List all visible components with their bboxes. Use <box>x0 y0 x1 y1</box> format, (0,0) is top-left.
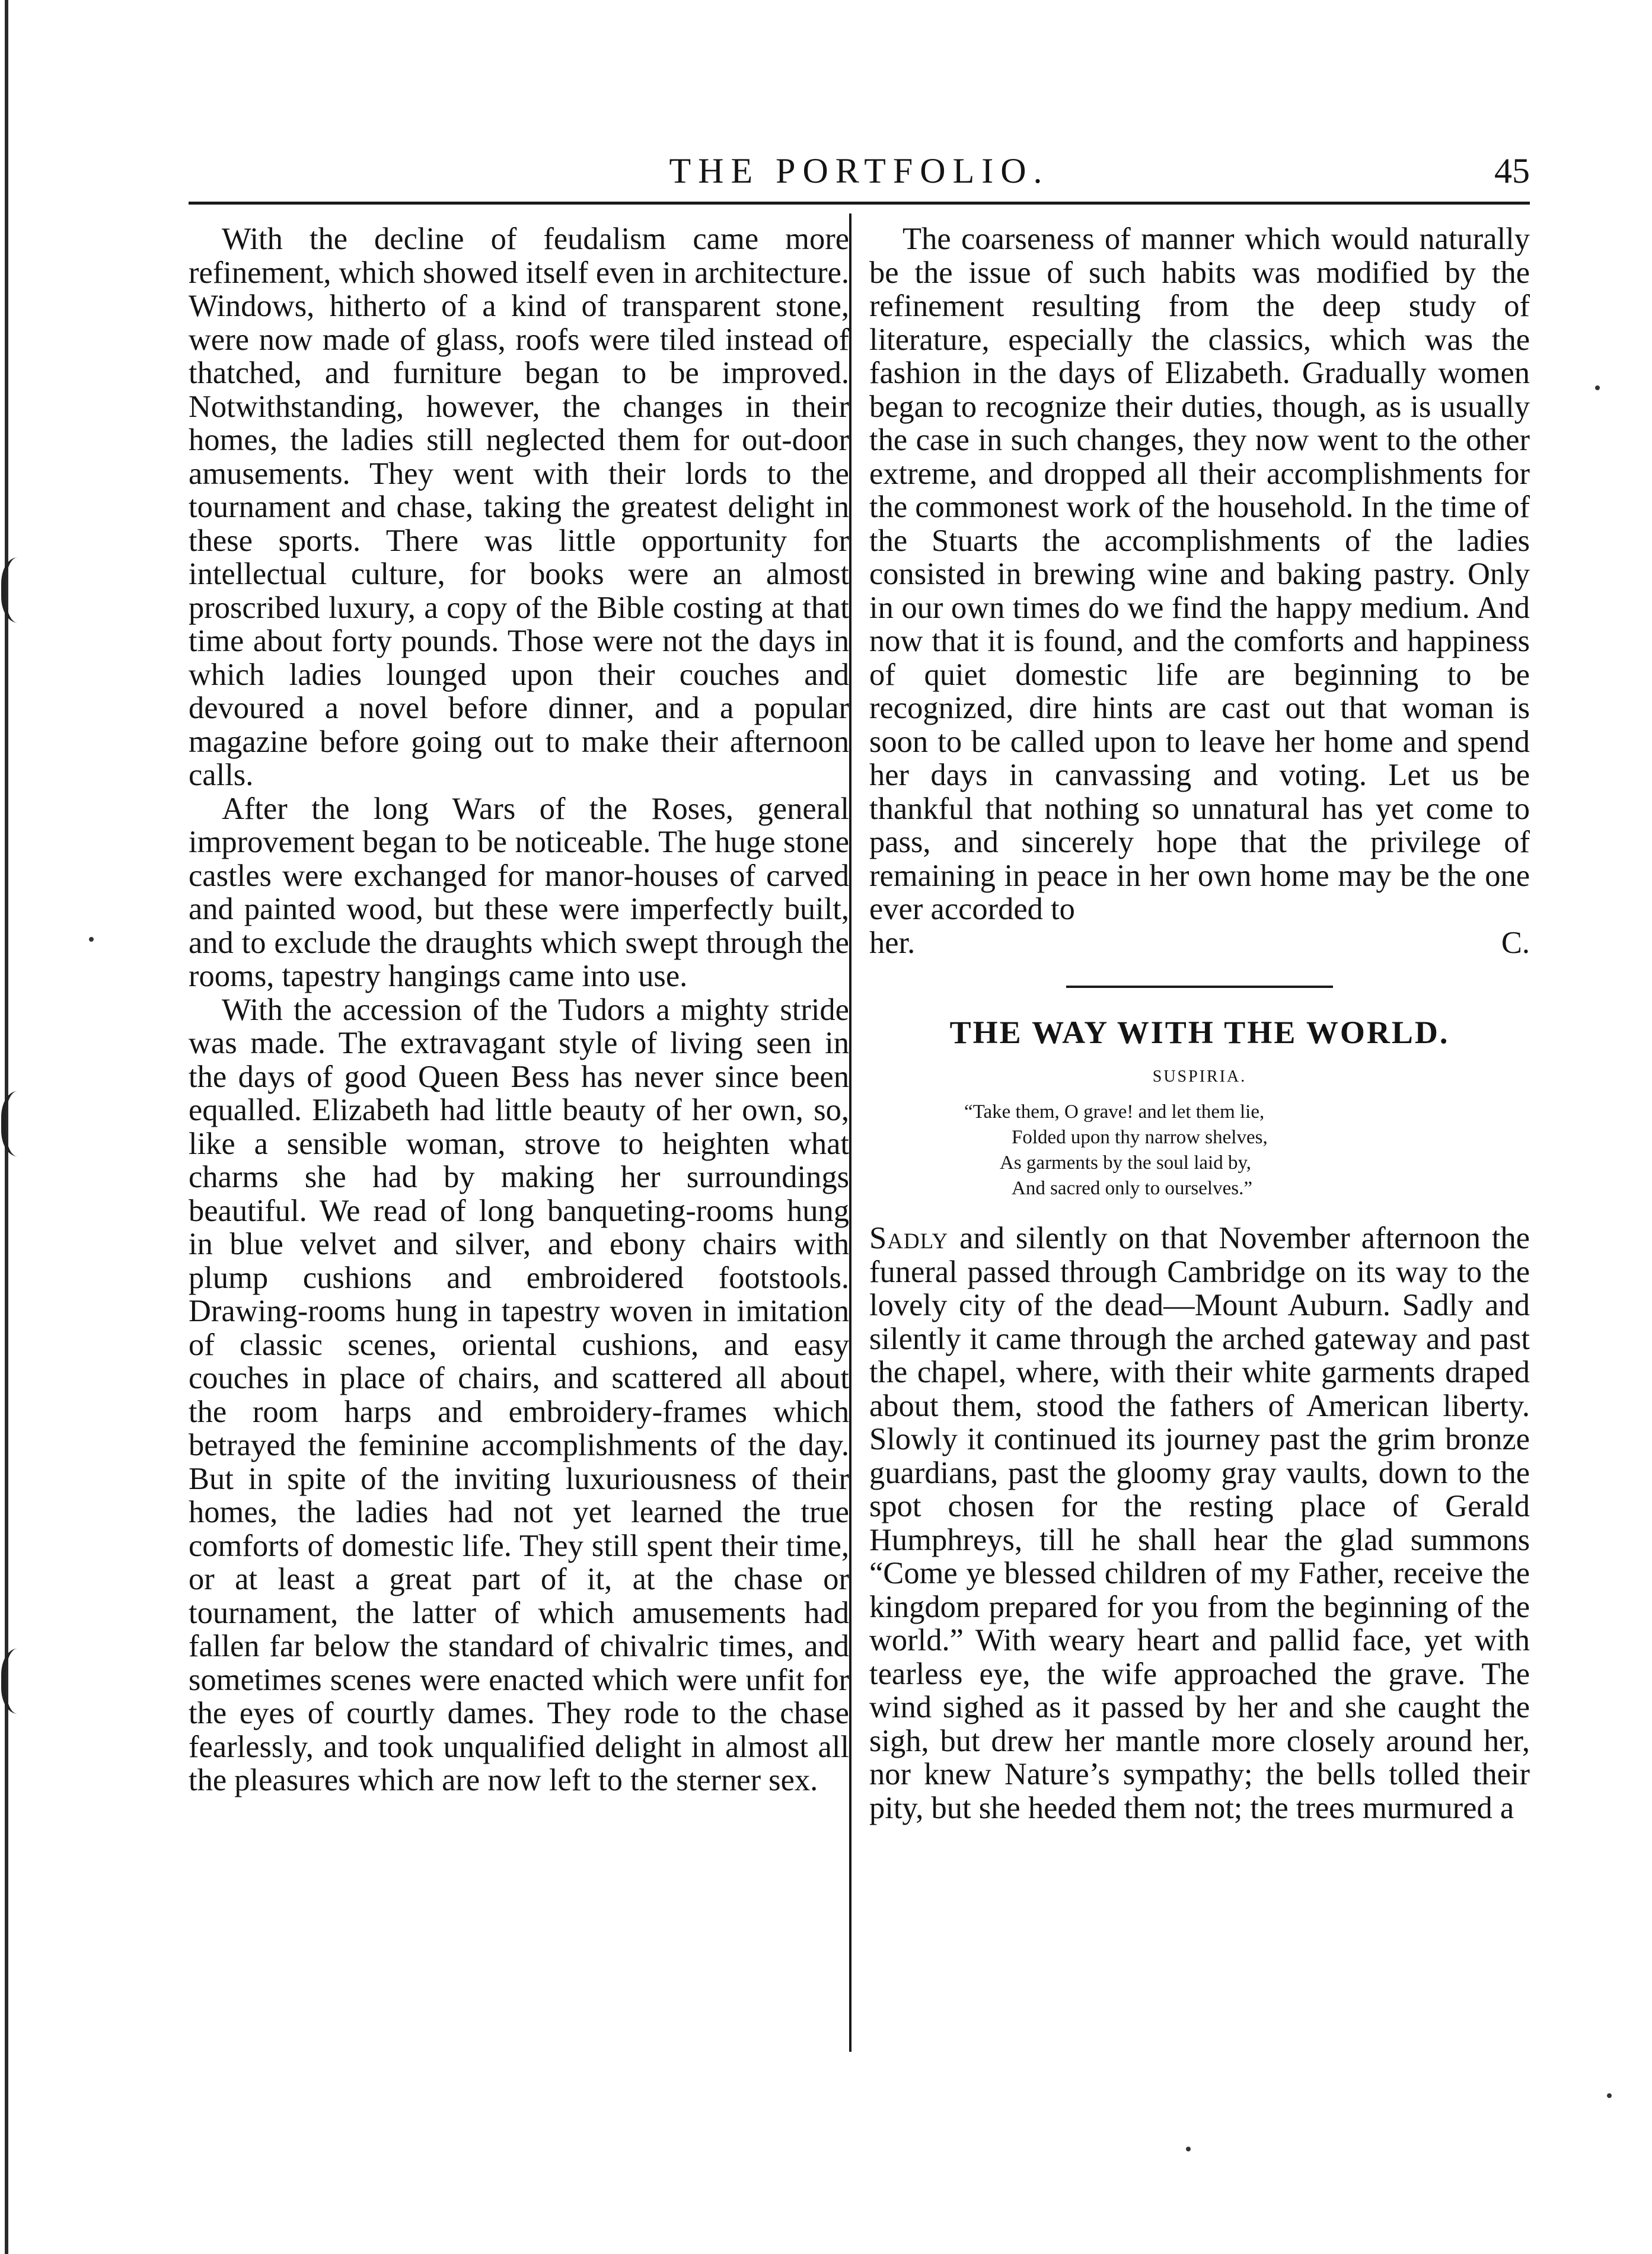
scan-speck <box>1607 2093 1612 2098</box>
binding-stitch-mark <box>1 1649 42 1714</box>
paragraph: With the accession of the Tudors a mighty stride was made. The extravagant style of living seen in the days of good Queen Bess has never since been equalled. Elizabeth had little beauty of her own, so, like a sensible woman, strove to heighten what charms she had by making her surroundings beautiful. We read of long banqueting-rooms hung in blue velvet and silver, and ebony chairs with plump cushions and embroidered footstools. Drawing-rooms hung in tapestry woven in imitation of classic scenes, oriental cushions, and easy couches in place of chairs, and scattered all about the room harps and embroidery-frames which betrayed the feminine accomplishments of the day. But in spite of the inviting luxuriousness of their homes, the ladies had not yet learned the true comforts of domestic life. They still spent their time, or at least a great part of it, at the chase or tournament, the latter of which amusements had fallen far below the standard of chivalric times, and sometimes scenes were enacted which were unfit for the eyes of courtly dames. They rode to the chase fearlessly, and took unqualified delight in almost all the pleasures which are now left to the sterner sex. <box>189 992 849 1797</box>
story-text: and silently on that November afternoon the funeral passed through Cambridge on its way to the lovely city of the dead—Mount Auburn. Sadly and silently it came through the arched gateway and past the chapel, where, with their white garments draped about them, stood the fathers of American liberty. Slowly it continued its journey past the grim bronze guardians, past the gloomy gray vaults, down to the spot chosen for the resting place of Gerald Humphreys, till he shall hear the glad summons “Come ye blessed children of my Father, receive the kingdom prepared for you from the beginning of the world.” With weary heart and pallid face, yet with tearless eye, the wife approached the grave. The wind sighed as it passed by her and she caught the sigh, but drew her mantle more closely around her, nor knew Nature’s sympathy; the bells tolled their pity, but she heeded them not; the trees murmured a <box>869 1221 1530 1825</box>
binding-stitch-mark <box>1 557 42 623</box>
header-rule <box>189 202 1530 205</box>
scan-speck <box>89 937 94 942</box>
epigraph-line: Folded upon thy narrow shelves, <box>1012 1127 1268 1148</box>
closing-word: her. <box>869 925 916 960</box>
running-head <box>189 147 1530 195</box>
paragraph: With the decline of feudalism came more refinement, which showed itself even in architecture. Windows, hitherto of a kind of transparent stone, were now made of glass, roofs were tiled instead of thatched, and furniture began to be improved. Notwithstanding, however, the changes in their homes, the ladies still neglected them for out-door amusements. They went with their lords to the tournament and chase, taking the greatest delight in these sports. There was little opportunity for intellectual culture, for books were an almost proscribed luxury, a copy of the Bible costing at that time about forty pounds. Those were not the days in which ladies lounged upon their couches and devoured a novel before dinner, and a popular magazine before going out to make their afternoon calls. <box>189 222 849 792</box>
article-subtitle: SUSPIRIA. <box>1152 1067 1247 1086</box>
running-title: THE PORTFOLIO. <box>669 151 1050 190</box>
article-end-line <box>869 926 1530 960</box>
story-lead-word: Sadly <box>869 1221 949 1255</box>
epigraph <box>869 1099 1530 1201</box>
binding-stitch-mark <box>1 1091 42 1156</box>
section-rule <box>1066 986 1333 988</box>
right-column <box>869 222 1530 1825</box>
epigraph-line: And sacred only to ourselves.” <box>1012 1178 1252 1199</box>
epigraph-line: “Take them, O grave! and let them lie, <box>964 1101 1265 1123</box>
epigraph-line: As garments by the soul laid by, <box>1000 1152 1252 1174</box>
scan-speck <box>1186 2147 1191 2151</box>
page-number: 45 <box>1494 151 1530 190</box>
article-title: THE WAY WITH THE WORLD. <box>949 1015 1450 1050</box>
column-divider <box>849 213 851 2052</box>
paragraph: The coarseness of manner which would naturally be the issue of such habits was modified by the refinement resulting from the deep study of literature, especially the classics, which was the fashion in the days of Elizabeth. Gradually women began to recognize their duties, though, as is usually the case in such changes, they now went to the other extreme, and dropped all their accomplishments for the commonest work of the household. In the time of the Stuarts the accomplishments of the ladies consisted in brewing wine and baking pastry. Only in our own times do we find the happy medium. And now that it is found, and the comforts and happiness of quiet domestic life are beginning to be recognized, dire hints are cast out that woman is soon to be called upon to leave her home and spend her days in canvassing and voting. Let us be thankful that nothing so unnatural has yet come to pass, and sincerely hope that the privilege of remaining in peace in her own home may be the one ever accorded to <box>869 222 1530 926</box>
left-column <box>189 222 849 1797</box>
paragraph: After the long Wars of the Roses, general improvement began to be noticeable. The huge stone castles were exchanged for manor-houses of carved and painted wood, but these were imperfectly built, and to exclude the draughts which swept through the rooms, tapestry hangings came into use. <box>189 791 849 993</box>
scan-speck <box>1595 385 1600 390</box>
story-paragraph <box>869 1222 1530 1825</box>
author-signature: C. <box>1501 925 1530 960</box>
